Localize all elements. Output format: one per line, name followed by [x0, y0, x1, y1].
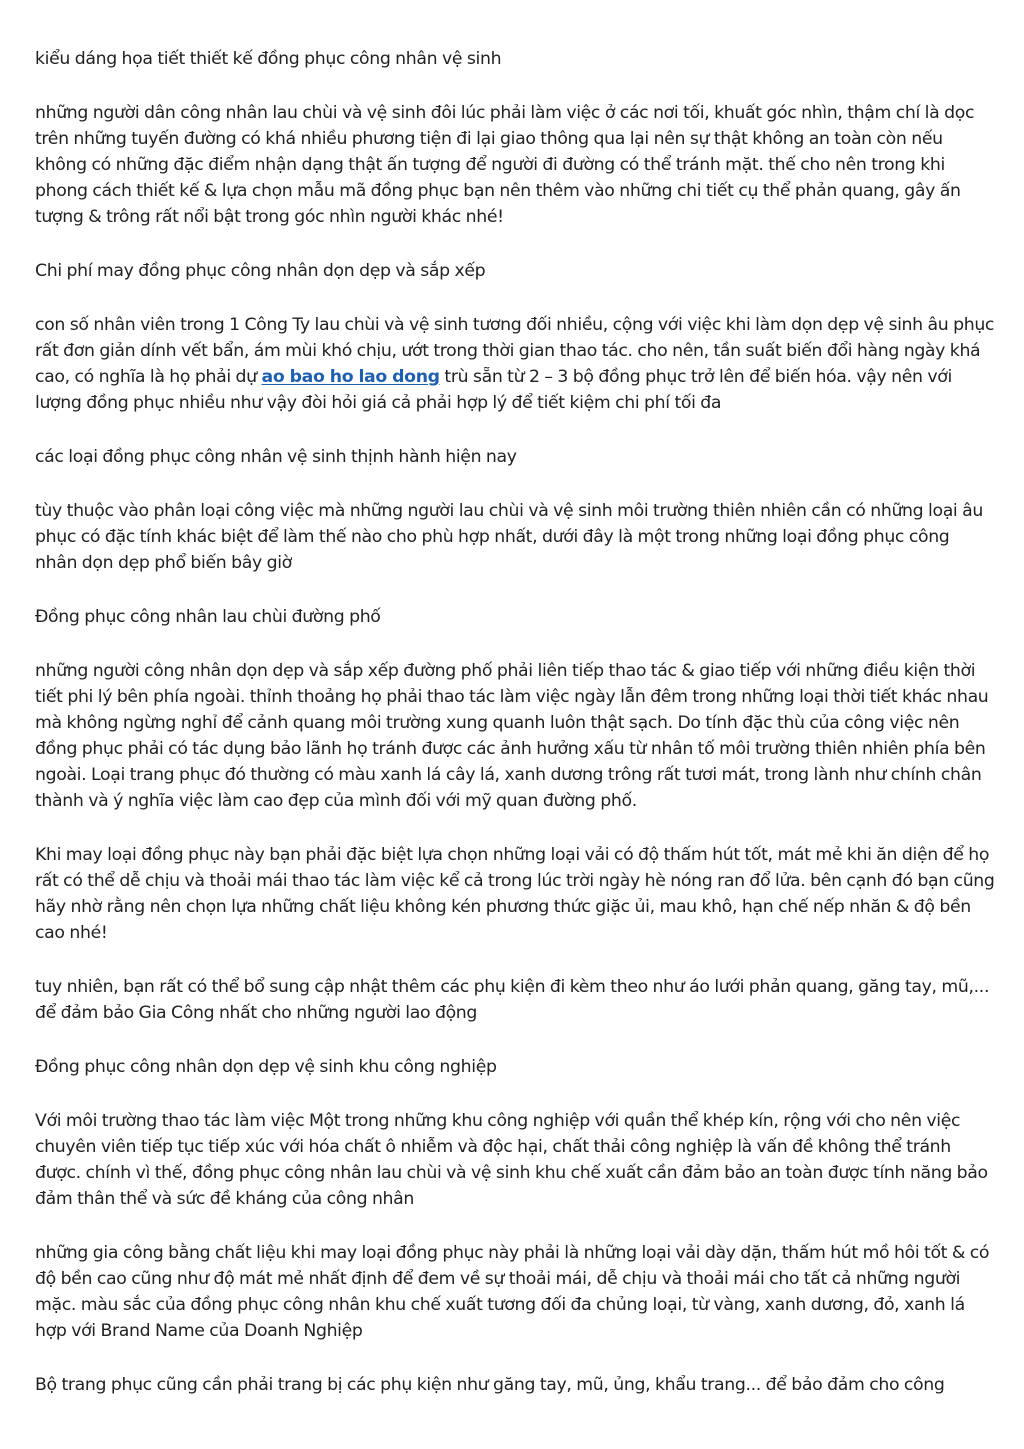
heading-uniform-cost: Chi phí may đồng phục công nhân dọn dẹp và sắp xếp: [35, 261, 486, 281]
paragraph-uniform-cost: [35, 312, 995, 416]
paragraph-street-cleaner-conditions: những người công nhân dọn dẹp và sắp xếp đường phố phải liên tiếp thao tác & giao tiếp với những điều kiện thời tiết phi lý bên phía ngoài. thỉnh thoảng họ phải thao tác làm việc ngày lẫn đêm trong những loại thời tiết khác nhau mà không ngừng nghỉ để cảnh quang môi trường xung quanh luôn thật sạch. Do tính đặc thù của công việc nên đồng phục phải có tác dụng bảo lãnh họ tránh được các ảnh hưởng xấu từ nhân tố môi trường thiên nhiên phía bên ngoài. Loại trang phục đó thường có màu xanh lá cây lá, xanh dương trông rất tươi mát, trong lành như chính chân thành và ý nghĩa việc làm cao đẹp của mình đối với mỹ quan đường phố.: [35, 661, 989, 811]
heading-popular-uniform-types: các loại đồng phục công nhân vệ sinh thịnh hành hiện nay: [35, 447, 517, 467]
paragraph-accessories: tuy nhiên, bạn rất có thể bổ sung cập nhật thêm các phụ kiện đi kèm theo như áo lưới phản quang, găng tay, mũ,... để đảm bảo Gia Công nhất cho những người lao động: [35, 977, 990, 1023]
document-body: [35, 46, 995, 1426]
paragraph-industrial-environment: Với môi trường thao tác làm việc Một trong những khu công nghiệp với quần thể khép kín, rộng với cho nên việc chuyên viên tiếp tục tiếp xúc với hóa chất ô nhiễm và độc hại, chất thải công nghiệp là vấn đề không thể tránh được. chính vì thế, đồng phục công nhân lau chùi và vệ sinh khu chế xuất cần đảm bảo an toàn được tính năng bảo đảm thân thể và sức đề kháng của công nhân: [35, 1111, 988, 1209]
ao-bao-ho-lao-dong-link[interactable]: ao bao ho lao dong: [261, 367, 440, 387]
heading-industrial-zone-uniform: Đồng phục công nhân dọn dẹp vệ sinh khu công nghiệp: [35, 1057, 497, 1077]
paragraph-uniform-types-intro: tùy thuộc vào phân loại công việc mà những người lau chùi và vệ sinh môi trường thiên nhiên cần có những loại âu phục có đặc tính khác biệt để làm thế nào cho phù hợp nhất, dưới đây là một trong những loại đồng phục công nhân dọn dẹp phổ biến bây giờ: [35, 501, 983, 573]
paragraph-industrial-accessories: Bộ trang phục cũng cần phải trang bị các phụ kiện như găng tay, mũ, ủng, khẩu trang... để bảo đảm cho công: [35, 1375, 945, 1395]
paragraph-text-after-link: trù sẵn từ 2 – 3 bộ đồng phục trở lên để biến hóa. vậy nên với lượng đồng phục nhiều như vậy đòi hỏi giá cả phải hợp lý để tiết kiệm chi phí tối đa: [35, 367, 952, 413]
paragraph-industrial-fabric: những gia công bằng chất liệu khi may loại đồng phục này phải là những loại vải dày dặn, thấm hút mồ hôi tốt & có độ bền cao cũng như độ mát mẻ nhất định để đem về sự thoải mái, dễ chịu và thoải mái cho tất cả những người mặc. màu sắc của đồng phục công nhân khu chế xuất tương đối đa chủng loại, từ vàng, xanh dương, đỏ, xanh lá hợp với Brand Name của Doanh Nghiệp: [35, 1243, 990, 1341]
paragraph-fabric-selection: Khi may loại đồng phục này bạn phải đặc biệt lựa chọn những loại vải có độ thấm hút tốt, mát mẻ khi ăn diện để họ rất có thể dễ chịu và thoải mái thao tác làm việc kể cả trong lúc trời ngày hè nóng ran đổ lửa. bên cạnh đó bạn cũng hãy nhờ rằng nên chọn lựa những chất liệu không kén phương thức giặc ủi, mau khô, hạn chế nếp nhăn & độ bền cao nhé!: [35, 845, 995, 943]
paragraph-reflective-details: những người dân công nhân lau chùi và vệ sinh đôi lúc phải làm việc ở các nơi tối, khuất góc nhìn, thậm chí là dọc trên những tuyến đường có khá nhiều phương tiện đi lại giao thông qua lại nên sự thật không an toàn còn nếu không có những đặc điểm nhận dạng thật ấn tượng để người đi đường có thể tránh mặt. thế cho nên trong khi phong cách thiết kế & lựa chọn mẫu mã đồng phục bạn nên thêm vào những chi tiết cụ thể phản quang, gây ấn tượng & trông rất nổi bật trong góc nhìn người khác nhé!: [35, 103, 975, 227]
heading-street-cleaner-uniform: Đồng phục công nhân lau chùi đường phố: [35, 607, 381, 627]
paragraph-text-before-link: con số nhân viên trong 1 Công Ty lau chùi và vệ sinh tương đối nhiều, cộng với việc khi làm dọn dẹp vệ sinh âu phục rất đơn giản dính vết bẩn, ám mùi khó chịu, ướt trong thời gian thao tác. cho nên, tần suất biến đổi hàng ngày khá cao, có nghĩa là họ phải dự: [35, 315, 995, 387]
heading-uniform-design: kiểu dáng họa tiết thiết kế đồng phục công nhân vệ sinh: [35, 49, 502, 69]
